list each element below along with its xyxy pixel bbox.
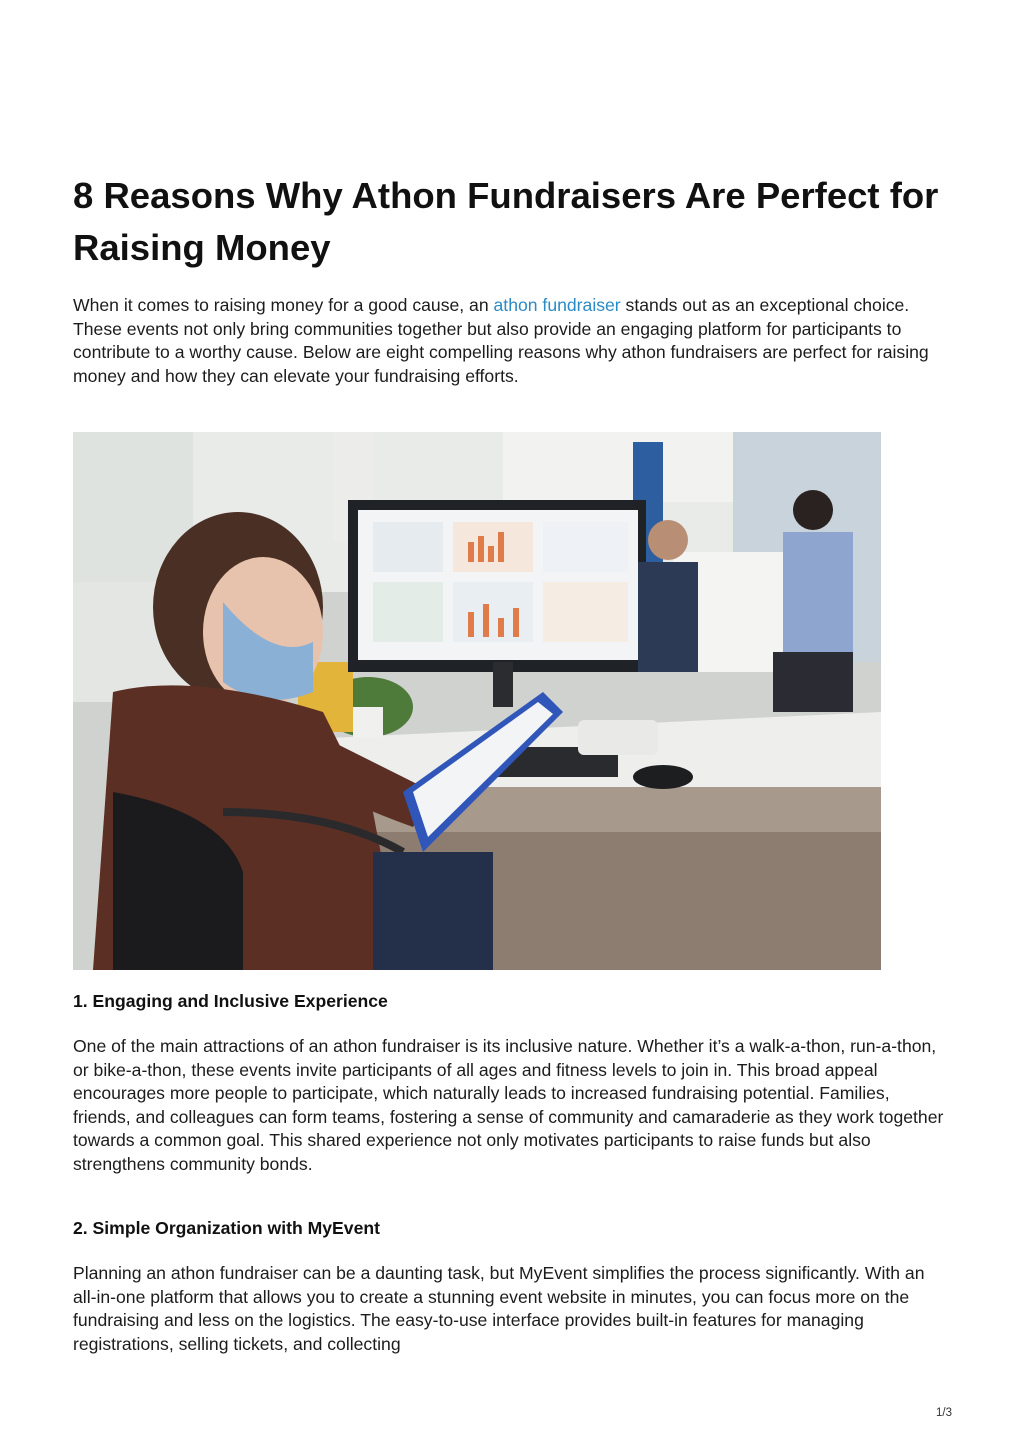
page-number: 1/3 [936,1407,952,1419]
office-photo [73,432,881,970]
section-1-body: One of the main attractions of an athon fundraiser is its inclusive nature. Whether it’s a walk-a-thon, run-a-thon, or bike-a-thon, these events invite participants of all ages and fitness levels to join in. This broad appeal encourages more people to participate, which naturally leads to increased fundraising potential. Families, friends, and colleagues can form teams, fostering a sense of community and camaraderie as they work together towards a common goal. This shared experience not only motivates participants to raise funds but also strengthens community bonds. [73,1036,944,1174]
athon-fundraiser-link[interactable]: athon fundraiser [493,295,621,315]
intro-paragraph [73,294,948,388]
article-title: 8 Reasons Why Athon Fundraisers Are Perfect for Raising Money [73,175,939,268]
section-2-body: Planning an athon fundraiser can be a daunting task, but MyEvent simplifies the process significantly. With an all-in-one platform that allows you to create a stunning event website in minutes, you can focus more on the fundraising and less on the logistics. The easy-to-use interface provides built-in features for managing registrations, selling tickets, and collecting [73,1263,925,1354]
intro-text-before-link: When it comes to raising money for a good cause, an [73,295,494,315]
section-1-heading: 1. Engaging and Inclusive Experience [73,991,388,1011]
intro-text-after-link: stands out as an exceptional choice. These events not only bring communities together but also provide an engaging platform for participants to contribute to a worthy cause. Below are eight compelling reasons why athon fundraisers are perfect for raising money and how they can elevate your fundraising efforts. [73,295,929,386]
section-2-heading: 2. Simple Organization with MyEvent [73,1218,380,1238]
